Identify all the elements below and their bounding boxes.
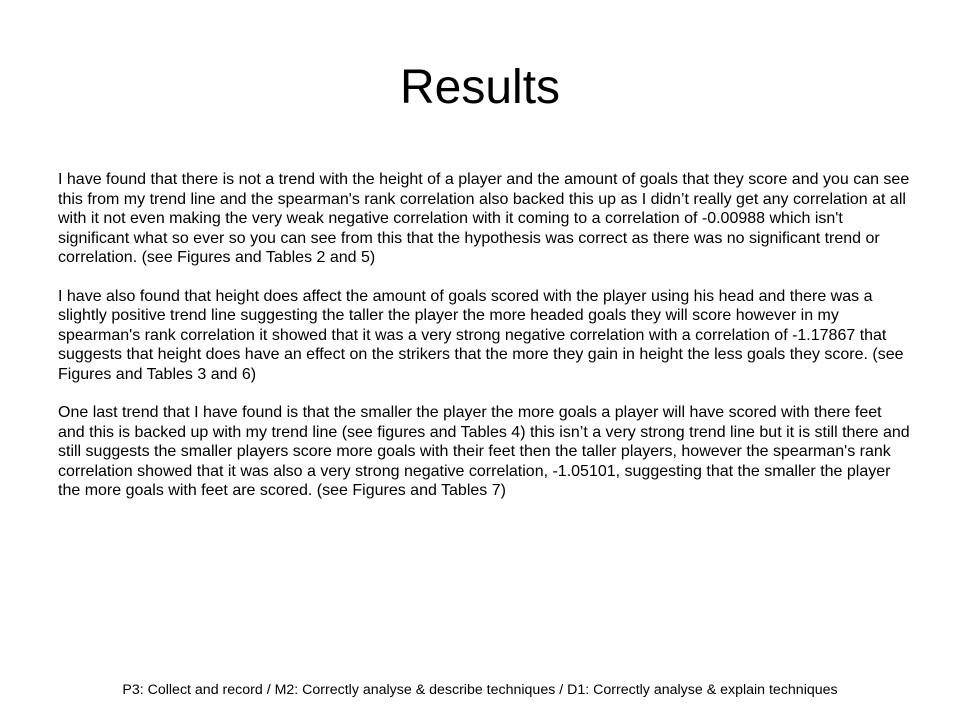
slide-title: Results	[399, 61, 561, 114]
slide-footer: P3: Collect and record / M2: Correctly analyse & describe techniques / D1: Correctly analyse & explain techniques	[122, 682, 838, 698]
paragraph-feet-goals: One last trend that I have found is that the smaller the player the more goals a player will have scored with there feet and this is backed up with my trend line (see figures and Tables 4) this isn’t a very strong trend line but it is still there and still suggests the smaller players score more goals with their feet then the taller players, however the spearman's rank correlation showed that it was also a very strong negative correlation, -1.05101, suggesting that the smaller the player the more goals with feet are scored. (see Figures and Tables 7)	[58, 404, 910, 499]
paragraph-height-vs-goals: I have found that there is not a trend with the height of a player and the amount of goals that they score and you can see this from my trend line and the spearman's rank correlation also backed this up as I didn’t really get any correlation at all with it not even making the very weak negative correlation with it coming to a correlation of -0.00988 which isn't significant what so ever so you can see from this that the hypothesis was correct as there was no significant trend or correlation. (see Figures and Tables 2 and 5)	[58, 171, 910, 266]
slide-body	[58, 170, 910, 520]
paragraph-headed-goals: I have also found that height does affect the amount of goals scored with the player using his head and there was a slightly positive trend line suggesting the taller the player the more headed goals they will score however in my spearman's rank correlation it showed that it was a very strong negative correlation with a correlation of -1.17867 that suggests that height does have an effect on the strikers that the more they gain in height the less goals they score. (see Figures and Tables 3 and 6)	[58, 287, 904, 383]
